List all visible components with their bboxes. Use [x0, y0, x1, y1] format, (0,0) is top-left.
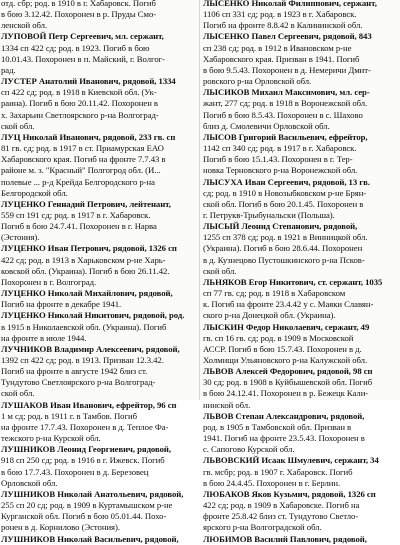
- entry-text-line: 81 гв. сд; род. в 1917 в ст. Приамурская ЕАО: [1, 143, 164, 154]
- entry-heading-line: ЛЫСЕНКО Павел Сергеевич, рядовой, 843: [203, 31, 372, 42]
- entry-text-line: 1941. Погиб на фронте 23.5.43. Похоронен в: [203, 433, 365, 444]
- entry-text-line: в бою 3.12.42. Похоронен в р. Пруды Смо-: [1, 9, 157, 20]
- entry-text-line: ской обл.: [1, 388, 35, 399]
- entry-text-line: близ д. Смолевичи Орловской обл.: [203, 120, 330, 131]
- entry-text-line: Погиб в бою 15.1.43. Похоронен в г. Тер-: [203, 154, 353, 165]
- entry-text-line: на фронте в июле 1944.: [1, 332, 87, 343]
- entry-text-line: ской обл.: [203, 265, 237, 276]
- entry-text-line: 1106 сп 331 сд; род. в 1923 в г. Хабаровск.: [203, 9, 357, 20]
- entry-text-line: х. Захарьин Светлоярского р-на Волгоград-: [1, 109, 159, 120]
- entry-heading-line: ЛУШНИКОВ Николай Васильевич, рядовой,: [1, 533, 179, 544]
- entry-text-line: рад.: [1, 64, 16, 75]
- entry-text-line: Тундутово Светлоярского р-на Волгоград-: [1, 377, 156, 388]
- entry-text-line: в 1915 в Николаевской обл. (Украина). Погиб: [1, 321, 167, 332]
- entry-text-line: с. Сапогово Курской обл.: [203, 444, 295, 455]
- entry-text-line: Орловской обл.: [1, 477, 58, 488]
- entry-heading-line: ЛЬВОВ Степан Александрович, рядовой,: [203, 410, 365, 421]
- entry-text-line: в д. Кузнецово Пустошкинского р-на Псков-: [203, 254, 365, 265]
- entry-text-line: нинской обл.: [203, 399, 251, 410]
- entry-text-line: г. Петрукв-Трыбунальски (Польша).: [203, 209, 335, 220]
- entry-text-line: ронен в д. Корнилово (Эстония).: [1, 522, 120, 533]
- entry-text-line: ской обл.: [1, 120, 35, 131]
- entry-heading-line: ЛЫСИКОВ Михаил Максимович, мл. сер-: [203, 87, 370, 98]
- entry-heading-line: ЛЬВОВСКИЙ Исаак Шмулевич, сержант, 34: [203, 455, 379, 466]
- entry-heading-line: ЛЫСКИН Федор Николаевич, сержант, 49: [203, 321, 370, 332]
- entry-text-line: в бою 24.12.41. Похоронен в р. Бежецк Кали-: [203, 388, 369, 399]
- entry-text-line: в бою 9.5.43. Похоронен в д. Немеричи Дмит-: [203, 64, 371, 75]
- entry-text-line: сп 422 сд; род. в 1918 в Киевской обл. (Ук-: [1, 87, 157, 98]
- entry-heading-line: ЛЮБИМОВ Василий Павлович, рядовой,: [203, 533, 367, 544]
- entry-text-line: 918 сп 250 сд; род. в 1916 в г. Ижевск. Погиб: [1, 455, 165, 466]
- entry-text-line: в бою 17.7.43. Похоронен в д. Березовец: [1, 466, 149, 477]
- entry-text-line: 255 сп 20 сд; род. в 1909 в Куртамышском р-не: [1, 500, 173, 511]
- entry-text-line: Погиб в бою 24.7.41. Похоронен в г. Нарва: [1, 221, 157, 232]
- entry-text-line: районе м. з. "Красный" Полгогрод обл. (И...: [1, 165, 161, 176]
- entry-heading-line: ЛУШАКОВ Иван Иванович, ефрейтор, 96 сп: [1, 399, 177, 410]
- entry-text-line: сп 77 гв. сд; род. в 1918 в Хабаровском: [203, 288, 346, 299]
- entry-heading-line: ЛУЦЕНКО Иван Петрович, рядовой, 1326 сп: [1, 243, 177, 254]
- entry-text-line: жант, 277 сд; род. в 1918 в Воронежской обл.: [203, 98, 368, 109]
- entry-text-line: ярского р-на Волгоградской обл.: [203, 522, 322, 533]
- entry-heading-line: ЛУШНИКОВ Леонид Георгиевич, рядовой,: [1, 444, 171, 455]
- entry-heading-line: ЛУШНИКОВ Николай Анатольевич, рядовой,: [1, 488, 184, 499]
- entry-text-line: отд. сбр; род. в 1910 в г. Хабаровск. Погиб: [1, 0, 156, 8]
- entry-text-line: Белгородской обл.: [1, 187, 68, 198]
- entry-heading-line: ЛУЦЕНКО Николай Никитович, рядовой, род.: [1, 310, 185, 321]
- entry-text-line: ровского р-на Орловской обл.: [203, 76, 312, 87]
- entry-heading-line: ЛУСТЕР Анатолий Иванович, рядовой, 1334: [1, 76, 176, 87]
- entry-text-line: сд; род. в 1910 в Новозыбковском р-не Брян-: [203, 187, 367, 198]
- entry-text-line: Курганской обл. Погиб в бою 05.01.44. Похо-: [1, 511, 167, 522]
- column-divider: [199, 0, 200, 400]
- entry-text-line: Погиб в бою 8.5.43. Похоронен в с. Шахово: [203, 109, 363, 120]
- entry-heading-line: ЛЬНЯКОВ Егор Никитович, ст. сержант, 1035: [203, 276, 383, 287]
- entry-text-line: сп 238 сд; род. в 1912 в Ивановском р-не: [203, 42, 352, 53]
- entry-text-line: 10.01.43. Похоронен в п. Майский, г. Волгог-: [1, 53, 165, 64]
- right-text-column: [203, 0, 399, 544]
- entry-text-line: 1 м сд; род. в 1911 г. в Тамбов. Погиб: [1, 410, 137, 421]
- entry-heading-line: ЛЬВОВ Алексей Федорович, рядовой, 98 сп: [203, 366, 373, 377]
- entry-text-line: 422 сд; род. в 1909 в Хабаровске. Погиб на: [203, 500, 360, 511]
- entry-text-line: Погиб на фронте в августе 1942 близ ст.: [1, 366, 148, 377]
- entry-heading-line: ЛЮБАКОВ Яков Кузьмич, рядовой, 1326 сп: [203, 488, 376, 499]
- entry-text-line: к. Погиб на фронте 23.4.42 у с. Маяки Славян-: [203, 299, 374, 310]
- entry-text-line: 422 сд; род. в 1913 в Харьковском р-не Харь-: [1, 254, 166, 265]
- entry-text-line: 1255 сп 378 сд; род. в 1921 в Винницкой обл.: [203, 232, 368, 243]
- entry-text-line: род. в 1905 в Тамбовской обл. Призван в: [203, 421, 352, 432]
- entry-text-line: Похоронен в г. Волгоград.: [1, 276, 97, 287]
- entry-text-line: ковской обл. (Украина). Погиб в бою 26.11.42.: [1, 265, 170, 276]
- entry-text-line: Хабаровского края. Погиб на фронте 7.7.43 в: [1, 154, 166, 165]
- entry-heading-line: ЛУЧНИКОВ Владимир Алексеевич, рядовой,: [1, 343, 180, 354]
- entry-heading-line: ЛУПОВОЙ Петр Сергеевич, мл. сержант,: [1, 31, 164, 42]
- entry-text-line: полевые ... р-д Крейда Белгородского р-на: [1, 176, 155, 187]
- entry-text-line: 1142 сп 340 сд; род. в 1917 в г. Хабаровск.: [203, 143, 357, 154]
- entry-heading-line: ЛУЦЕНКО Геннадий Петрович, лейтенант,: [1, 198, 171, 209]
- entry-text-line: 30 сд; род. в 1908 в Куйбышевской обл. Погиб: [203, 377, 373, 388]
- entry-text-line: на фронте 17.7.43. Похоронен в д. Теплое Фа-: [1, 421, 169, 432]
- entry-text-line: в бою 24.4.45. Похоронен в г. Берлин.: [203, 477, 341, 488]
- entry-text-line: Погиб на фронте 8.8.42 в Калининской обл.: [203, 20, 363, 31]
- entry-text-line: ского р-на Донецкой обл. (Украина).: [203, 310, 336, 321]
- entry-heading-line: ЛЫСЫЙ Леонид Степанович, рядовой,: [203, 221, 358, 232]
- entry-text-line: 1334 сп 422 сд; род. в 1923. Погиб в бою: [1, 42, 150, 53]
- entry-text-line: ской обл. Погиб в бою 20.1.45. Похоронен в: [203, 198, 364, 209]
- entry-text-line: (Эстония).: [1, 232, 40, 243]
- entry-text-line: гв. сп 16 гв. сд; род. в 1909 в Московской: [203, 332, 354, 343]
- entry-text-line: 1392 сп 422 сд; род. в 1913. Призван 12.3.42.: [1, 355, 164, 365]
- entry-text-line: новка Терновского р-на Воронежской обл.: [203, 165, 358, 176]
- entry-text-line: гв. мсбр; род. в 1907 г. Хабаровск. Погиб: [203, 466, 353, 477]
- entry-text-line: тежского р-на Курской обл.: [1, 433, 101, 444]
- entry-text-line: Холмищи Ульяновского р-на Калужской обл.: [203, 355, 368, 365]
- entry-text-line: (Украина). Погиб в бою 28.6.44. Похоронен: [203, 243, 363, 254]
- entry-heading-line: ЛУЦ Николай Иванович, рядовой, 233 гв. сп: [1, 131, 176, 142]
- entry-text-line: фронте 25.8.42 близ ст. Тундутово Светло-: [203, 511, 359, 522]
- left-text-column: [1, 0, 197, 544]
- entry-heading-line: ЛЫСОВ Григорий Васильевич, ефрейтор,: [203, 131, 368, 142]
- entry-heading-line: ЛЫСЕНКО Николай Филиппович, сержант,: [203, 0, 377, 8]
- entry-text-line: раина). Погиб в бою 20.11.42. Похоронен в: [1, 98, 158, 109]
- entry-text-line: Хабаровского края. Призван в 1941. Погиб: [203, 53, 360, 64]
- entry-text-line: ленской обл.: [1, 20, 48, 31]
- entry-heading-line: ЛУЦЕНКО Николай Михайлович, рядовой,: [1, 288, 173, 299]
- entry-text-line: АССР. Погиб в бою 15.7.43. Похоронен в д.: [203, 343, 362, 354]
- entry-text-line: 559 сп 191 сд; род. в 1917 в г. Хабаровск.: [1, 209, 151, 220]
- entry-heading-line: ЛЫСУХА Иван Сергеевич, рядовой, 13 гв.: [203, 176, 370, 187]
- entry-text-line: Погиб на фронте в декабре 1941.: [1, 299, 122, 310]
